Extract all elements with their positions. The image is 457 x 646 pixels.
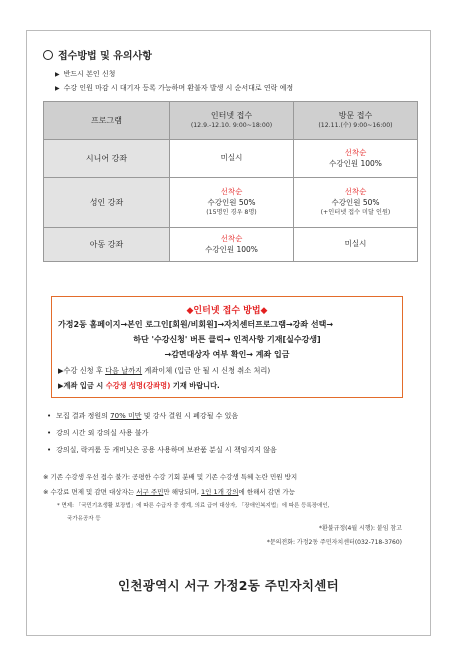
exemption-note-cont: 국가유공자 등 (67, 516, 101, 522)
triangle-icon: ▶ (55, 71, 60, 78)
program-table (43, 101, 418, 262)
table-row (44, 178, 418, 228)
howto-step: →감면대상자 여부 확인→ 계좌 입금 (164, 350, 290, 359)
header-visit: 방문 접수 (12.11.(수) 9:00~16:00) (294, 102, 418, 140)
online-cell: 미실시 (170, 140, 294, 178)
howto-deposit-note: ▶계좌 입금 시 수강생 성명(강좌명) 기재 바랍니다. (58, 381, 220, 390)
table-row (44, 228, 418, 262)
header-online: 인터넷 접수 (12.9.-12.10. 9:00~18:00) (170, 102, 294, 140)
howto-title: ◆인터넷 접수 방법◆ (186, 306, 268, 316)
online-cell: 선착순 수강인원 100% (170, 228, 294, 262)
note-item: • 강의실, 락커룸 등 캐비닛은 공용 사용하며 보관품 분실 시 책임지지 않음 (47, 446, 277, 454)
note-item: • 모집 결과 정원의 70% 미만 및 강사 결원 시 폐강될 수 있음 (47, 412, 239, 420)
program-name: 시니어 강좌 (44, 140, 170, 178)
reference-note: ※ 기존 수강생 우선 접수 불가: 공평한 수강 기회 분배 및 기존 수강생 특혜 논란 민원 방지 (43, 473, 298, 481)
header-program: 프로그램 (44, 102, 170, 140)
table-row (44, 140, 418, 178)
exemption-note: * 면제: 「국민기초생활 보장법」에 따른 수급자 중 생계, 의료 급여 대상자, 「장애인복지법」에 따른 등록장애인, (57, 503, 330, 509)
contact-info: *문의전화: 가정2동 주민자치센터(032-718-3760) (266, 539, 402, 546)
visit-cell: 선착순 수강인원 100% (294, 140, 418, 178)
circle-icon (43, 50, 53, 60)
section-title: 접수방법 및 유의사항 (43, 47, 152, 62)
table-header-row (44, 102, 418, 140)
reference-note: ※ 수강료 면제 및 감면 대상자는 서구 주민만 해당되며, 1인 1개 강의에 한해서 감면 가능 (43, 488, 295, 496)
program-name: 아동 강좌 (44, 228, 170, 262)
howto-step: 가정2동 홈페이지→본인 로그인[회원/비회원]→자치센터프로그램→강좌 선택→ (58, 320, 334, 329)
howto-transfer-note: ▶수강 신청 후 다음 날까지 계좌이체 (입금 안 될 시 신청 취소 처리) (58, 366, 271, 375)
organization-name: 인천광역시 서구 가정2동 주민자치센터 (118, 578, 339, 593)
online-apply-box (51, 296, 403, 398)
intro-item: ▶ 반드시 본인 신청 (55, 70, 116, 78)
online-cell: 선착순 수강인원 50% (15명인 경우 8명) (170, 178, 294, 228)
triangle-icon: ▶ (55, 85, 60, 92)
bullet-dot-icon: • (47, 446, 52, 454)
visit-cell: 선착순 수강인원 50% (+인터넷 접수 미달 인원) (294, 178, 418, 228)
visit-cell: 미실시 (294, 228, 418, 262)
notice-page (26, 30, 431, 636)
howto-step: 하단 '수강신청' 버튼 클릭→ 인적사항 기재[실수강생] (133, 335, 321, 344)
program-name: 성인 강좌 (44, 178, 170, 228)
bullet-dot-icon: • (47, 412, 52, 420)
intro-item: ▶ 수강 인원 마감 시 대기자 등록 가능하며 환불자 발생 시 순서대로 연락 예정 (55, 84, 294, 92)
refund-policy: *환불규정(4월 시행): 붙임 참고 (319, 525, 402, 532)
bullet-dot-icon: • (47, 429, 52, 437)
note-item: • 강의 시간 외 강의실 사용 불가 (47, 429, 149, 437)
